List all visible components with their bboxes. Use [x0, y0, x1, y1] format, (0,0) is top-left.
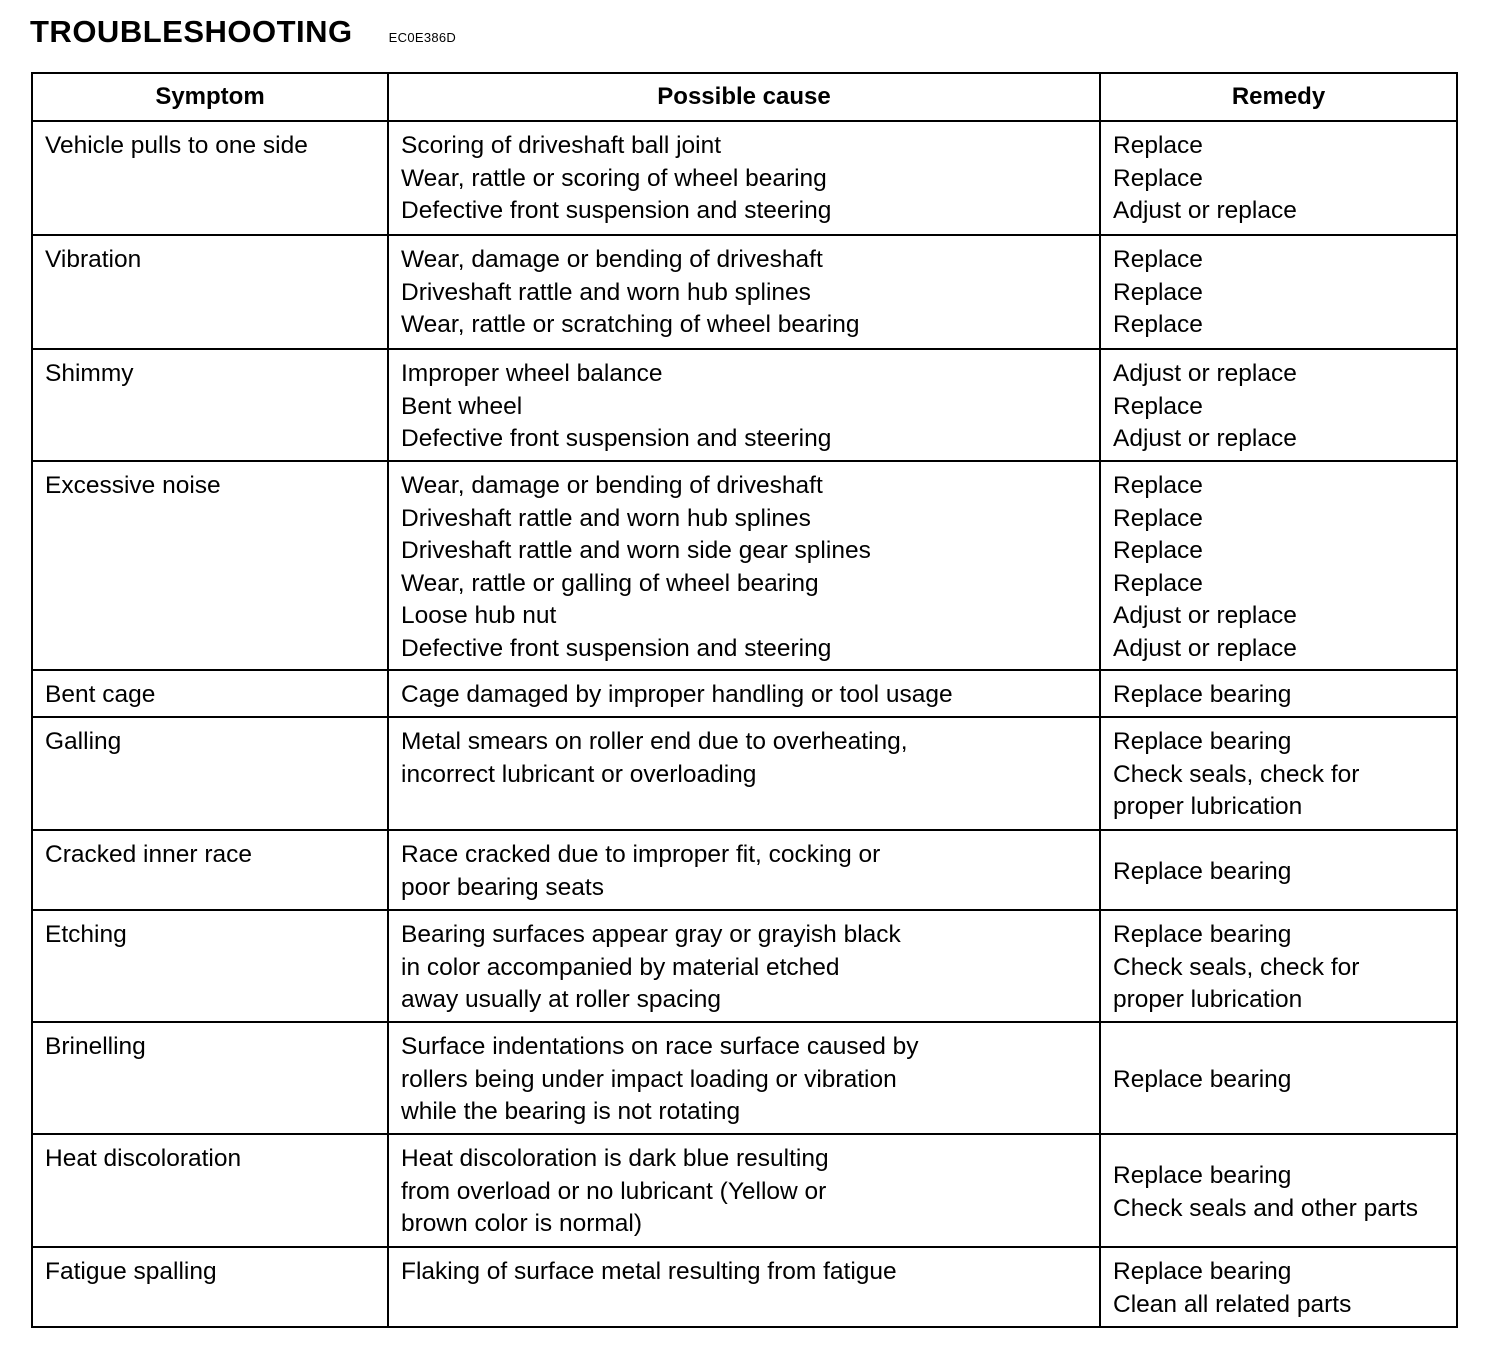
cause-line: Loose hub nut: [401, 602, 557, 629]
table-row: [32, 349, 1457, 461]
remedy-line: Adjust or replace: [1113, 425, 1297, 452]
symptom-cell: [32, 121, 388, 235]
cause-line: Wear, damage or bending of driveshaft: [401, 472, 823, 499]
cause-line: Race cracked due to improper fit, cocking or: [401, 841, 881, 868]
header-remedy: Remedy: [1100, 73, 1457, 121]
cause-line: Wear, rattle or scratching of wheel bearing: [401, 311, 860, 338]
cause-line: brown color is normal): [401, 1210, 642, 1237]
table-row: [32, 717, 1457, 830]
cause-line: from overload or no lubricant (Yellow or: [401, 1177, 827, 1205]
symptom-text: Galling: [45, 728, 122, 755]
symptom-text: Cracked inner race: [45, 841, 252, 868]
troubleshooting-table: [31, 72, 1458, 1328]
symptom-cell: [32, 910, 388, 1022]
remedy-line: Replace bearing: [1113, 681, 1292, 708]
possible-cause-cell: [388, 461, 1100, 670]
cause-line: Defective front suspension and steering: [401, 634, 832, 662]
remedy-cell: [1100, 461, 1457, 670]
table-row: [32, 1134, 1457, 1247]
symptom-text: Bent cage: [45, 681, 156, 708]
remedy-line: Replace: [1113, 311, 1203, 338]
cause-line: Wear, rattle or galling of wheel bearing: [401, 569, 819, 597]
remedy-line: Clean all related parts: [1113, 1290, 1352, 1318]
symptom-text: Vibration: [45, 246, 142, 273]
remedy-line: Adjust or replace: [1113, 197, 1297, 224]
cause-line: Bearing surfaces appear gray or grayish black: [401, 921, 901, 948]
symptom-text: Fatigue spalling: [45, 1258, 217, 1285]
symptom-text: Vehicle pulls to one side: [45, 132, 308, 159]
remedy-line: Check seals, check for: [1113, 953, 1360, 981]
symptom-text: Brinelling: [45, 1033, 146, 1060]
remedy-cell: [1100, 1022, 1457, 1134]
cause-line: Wear, rattle or scoring of wheel bearing: [401, 164, 827, 192]
remedy-line: Replace: [1113, 472, 1203, 499]
remedy-line: Adjust or replace: [1113, 602, 1297, 629]
remedy-line: Replace: [1113, 132, 1203, 159]
possible-cause-cell: [388, 670, 1100, 717]
cause-line: Flaking of surface metal resulting from fatigue: [401, 1258, 897, 1285]
remedy-cell: [1100, 121, 1457, 235]
header-possible-cause: Possible cause: [388, 73, 1100, 121]
cause-line: Scoring of driveshaft ball joint: [401, 132, 722, 159]
table-row: [32, 910, 1457, 1022]
cause-line: Metal smears on roller end due to overheating,: [401, 728, 908, 755]
table-row: [32, 830, 1457, 910]
possible-cause-cell: [388, 1134, 1100, 1247]
remedy-line: Replace bearing: [1113, 1258, 1292, 1285]
remedy-cell: [1100, 910, 1457, 1022]
remedy-line: Replace: [1113, 504, 1203, 532]
cause-line: poor bearing seats: [401, 873, 604, 901]
symptom-cell: [32, 1022, 388, 1134]
remedy-line: Replace: [1113, 569, 1203, 597]
cause-line: Driveshaft rattle and worn hub splines: [401, 504, 811, 532]
remedy-line: Replace bearing: [1113, 1065, 1292, 1093]
symptom-cell: [32, 349, 388, 461]
remedy-line: Replace bearing: [1113, 857, 1292, 885]
cause-line: while the bearing is not rotating: [401, 1098, 741, 1125]
cause-line: Bent wheel: [401, 392, 523, 420]
remedy-line: Replace bearing: [1113, 921, 1292, 948]
remedy-cell: [1100, 717, 1457, 830]
table-header-row: [32, 73, 1457, 121]
remedy-line: Adjust or replace: [1113, 634, 1297, 662]
symptom-text: Excessive noise: [45, 472, 221, 499]
remedy-line: Replace: [1113, 392, 1203, 420]
table-row: [32, 235, 1457, 349]
possible-cause-cell: [388, 349, 1100, 461]
remedy-line: Replace: [1113, 278, 1203, 306]
remedy-line: Replace: [1113, 537, 1203, 564]
cause-line: Driveshaft rattle and worn hub splines: [401, 278, 811, 306]
table-row: [32, 1247, 1457, 1327]
table-row: [32, 1022, 1457, 1134]
remedy-line: Replace bearing: [1113, 1162, 1292, 1189]
remedy-line: proper lubrication: [1113, 793, 1303, 820]
symptom-cell: [32, 235, 388, 349]
cause-line: Cage damaged by improper handling or tool usage: [401, 681, 953, 708]
table-row: [32, 121, 1457, 235]
symptom-cell: [32, 717, 388, 830]
table-row: [32, 461, 1457, 670]
remedy-line: Check seals and other parts: [1113, 1194, 1419, 1222]
possible-cause-cell: [388, 1247, 1100, 1327]
cause-line: Heat discoloration is dark blue resulting: [401, 1145, 829, 1172]
remedy-cell: [1100, 830, 1457, 910]
cause-line: Improper wheel balance: [401, 360, 663, 387]
remedy-cell: [1100, 235, 1457, 349]
possible-cause-cell: [388, 121, 1100, 235]
remedy-line: proper lubrication: [1113, 986, 1303, 1013]
symptom-cell: [32, 830, 388, 910]
table-body: [32, 121, 1457, 1327]
symptom-text: Heat discoloration: [45, 1145, 242, 1172]
cause-line: rollers being under impact loading or vibration: [401, 1065, 897, 1093]
possible-cause-cell: [388, 717, 1100, 830]
symptom-cell: [32, 1247, 388, 1327]
title-row: [30, 14, 456, 54]
remedy-cell: [1100, 1247, 1457, 1327]
cause-line: Defective front suspension and steering: [401, 197, 832, 224]
remedy-line: Replace: [1113, 164, 1203, 192]
cause-line: incorrect lubricant or overloading: [401, 760, 757, 788]
remedy-line: Check seals, check for: [1113, 760, 1360, 788]
page-title: TROUBLESHOOTING: [30, 14, 353, 49]
possible-cause-cell: [388, 910, 1100, 1022]
table-row: [32, 670, 1457, 717]
document-code: EC0E386D: [388, 30, 457, 45]
symptom-cell: [32, 670, 388, 717]
symptom-cell: [32, 461, 388, 670]
symptom-cell: [32, 1134, 388, 1247]
remedy-cell: [1100, 670, 1457, 717]
header-symptom: Symptom: [32, 73, 388, 121]
possible-cause-cell: [388, 235, 1100, 349]
cause-line: away usually at roller spacing: [401, 986, 722, 1013]
remedy-line: Adjust or replace: [1113, 360, 1297, 387]
cause-line: Wear, damage or bending of driveshaft: [401, 246, 823, 273]
possible-cause-cell: [388, 830, 1100, 910]
symptom-text: Etching: [45, 921, 127, 948]
possible-cause-cell: [388, 1022, 1100, 1134]
remedy-cell: [1100, 1134, 1457, 1247]
cause-line: in color accompanied by material etched: [401, 953, 840, 981]
cause-line: Surface indentations on race surface caused by: [401, 1033, 919, 1060]
symptom-text: Shimmy: [45, 360, 134, 387]
cause-line: Driveshaft rattle and worn side gear splines: [401, 537, 871, 564]
remedy-line: Replace bearing: [1113, 728, 1292, 755]
remedy-cell: [1100, 349, 1457, 461]
cause-line: Defective front suspension and steering: [401, 425, 832, 452]
remedy-line: Replace: [1113, 246, 1203, 273]
